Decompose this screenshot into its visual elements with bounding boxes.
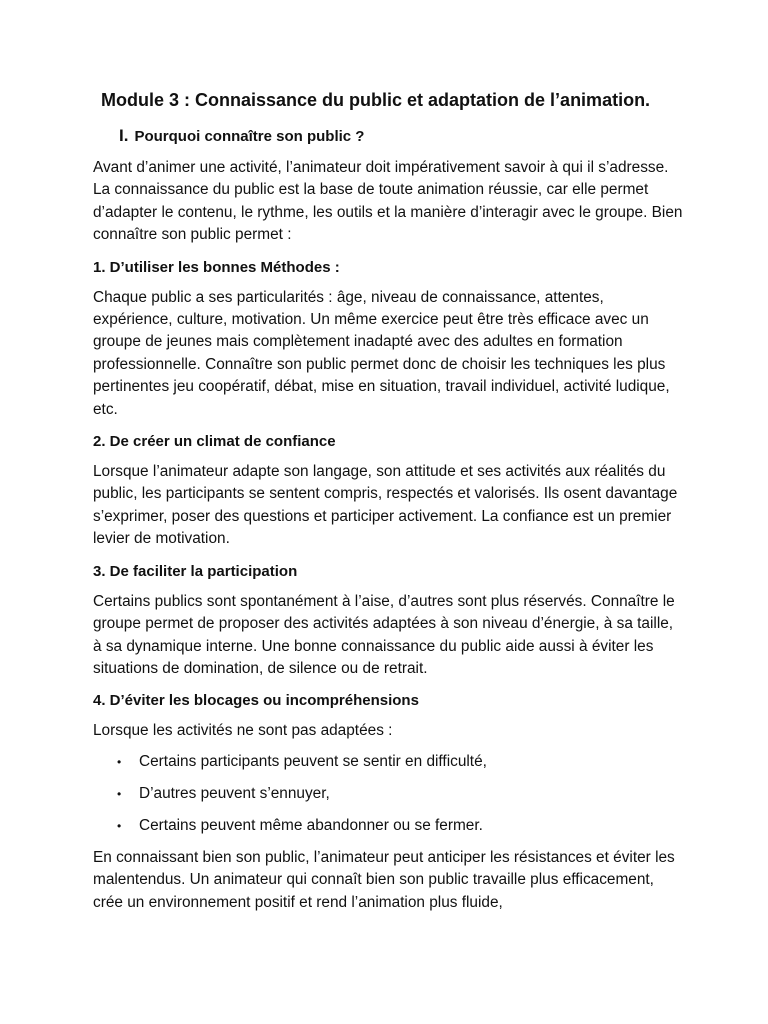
point-2-text: Lorsque l’animateur adapte son langage, son attitude et ses activités aux réalités du public, les participants se sentent compris, respectés et valorisés. Ils osent davantage s’exprimer, poser des questions et participer activement. La confiance est un premier levier de motivation. [93, 463, 678, 548]
list-item-text: D’autres peuvent s’ennuyer, [139, 784, 330, 802]
document-title: Module 3 : Connaissance du public et adaptation de l’animation. [101, 90, 651, 110]
bullet-icon: • [117, 818, 122, 833]
list-item [93, 751, 683, 773]
point-2-heading: 2. De créer un climat de confiance [93, 433, 336, 451]
point-3-text: Certains publics sont spontanément à l’aise, d’autres sont plus réservés. Connaître le groupe permet de proposer des activités adaptées à son niveau d’énergie, à sa taille, à sa dynamique interne. Une bonne connaissance du public aide aussi à éviter les situations de domination, de silence ou de retrait. [93, 592, 675, 677]
list-item [93, 815, 683, 837]
bullet-icon: • [117, 754, 122, 769]
point-3-heading: 3. De faciliter la participation [93, 562, 298, 580]
section-heading [119, 124, 683, 149]
point-1-heading: 1. D’utiliser les bonnes Méthodes : [93, 258, 340, 276]
point-4-text: Lorsque les activités ne sont pas adaptées : [93, 722, 393, 740]
point-1-text: Chaque public a ses particularités : âge, niveau de connaissance, attentes, expérience, culture, motivation. Un même exercice peut être très efficace avec un groupe de jeunes mais complètement inadapté avec des adultes en formation professionnelle. Connaître son public permet donc de choisir les techniques les plus pertinentes jeu coopératif, débat, mise en situation, travail individuel, activité ludique, etc. [93, 288, 670, 418]
conclusion-paragraph: En connaissant bien son public, l’animateur peut anticiper les résistances et éviter les malentendus. Un animateur qui connaît bien son public travaille plus efficacement, crée un environnement positif et rend l’animation plus fluide, [93, 848, 675, 911]
bullet-icon: • [117, 786, 122, 801]
point-4-heading: 4. D’éviter les blocages ou incompréhensions [93, 692, 419, 710]
intro-paragraph: Avant d’animer une activité, l’animateur doit impérativement savoir à qui il s’adresse. La connaissance du public est la base de toute animation réussie, car elle permet d’adapter le contenu, le rythme, les outils et la manière d’interagir avec le groupe. Bien connaître son public permet : [93, 159, 683, 244]
list-item-text: Certains peuvent même abandonner ou se fermer. [139, 816, 483, 834]
list-item [93, 783, 683, 805]
section-number: I. [119, 126, 129, 145]
point-4-bullet-list [93, 751, 683, 837]
section-title: Pourquoi connaître son public ? [134, 128, 365, 145]
document-content [93, 86, 683, 914]
list-item-text: Certains participants peuvent se sentir en difficulté, [139, 752, 487, 770]
